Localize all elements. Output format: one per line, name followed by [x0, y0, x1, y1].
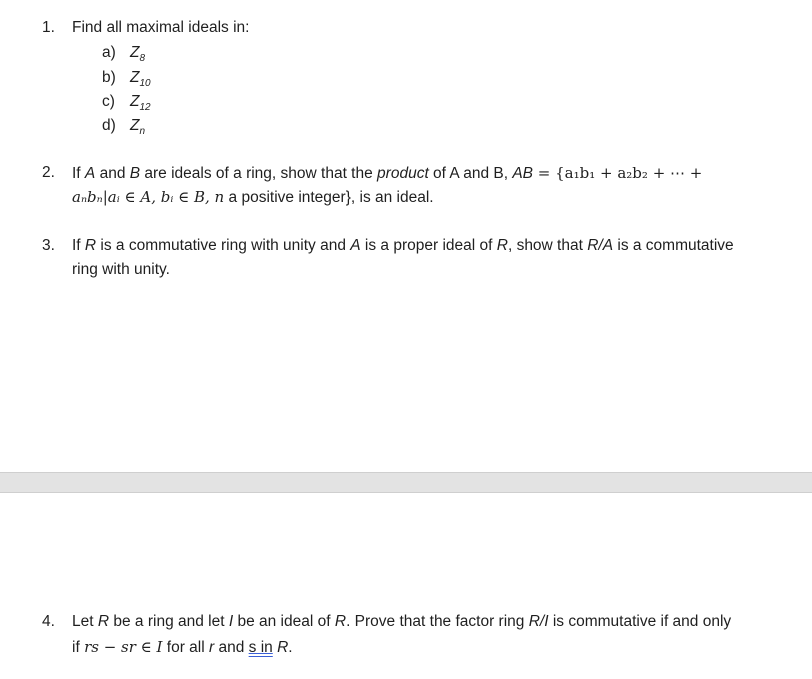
spellcheck-underline: s in [248, 639, 273, 656]
question-number: 2. [42, 164, 55, 181]
question-number: 4. [42, 613, 55, 630]
question-2-line-2: aₙbₙ|aᵢ ∈ A, bᵢ ∈ B, n a positive integer}, is an ideal. [72, 188, 434, 206]
page-break [0, 472, 812, 493]
question-text: Find all maximal ideals in: [72, 19, 250, 36]
list-item: c) $Z_{12}$ [102, 93, 151, 114]
question-3-line-2: ring with unity. [72, 261, 170, 278]
question-4-line-1: Let R be a ring and let I be an ideal of R. Prove that the factor ring R/I is commutative if and only [72, 613, 732, 630]
list-item: d) $Z_n$ [102, 117, 146, 138]
question-number: 3. [42, 237, 55, 254]
list-item: b) $Z_{10}$ [102, 69, 151, 90]
question-4-line-2: if rs − sr ∈ I for all r and s in R. [72, 638, 293, 656]
question-2-line-1: If A and B are ideals of a ring, show that the product of A and B, AB = {a₁b₁ + a₂b₂ + ⋯ + [72, 164, 703, 182]
question-number: 1. [42, 19, 55, 36]
list-item: a) $Z_8$ [102, 44, 146, 65]
question-3-line-1: If R is a commutative ring with unity and A is a proper ideal of R, show that R/A is a commutative [72, 237, 734, 254]
